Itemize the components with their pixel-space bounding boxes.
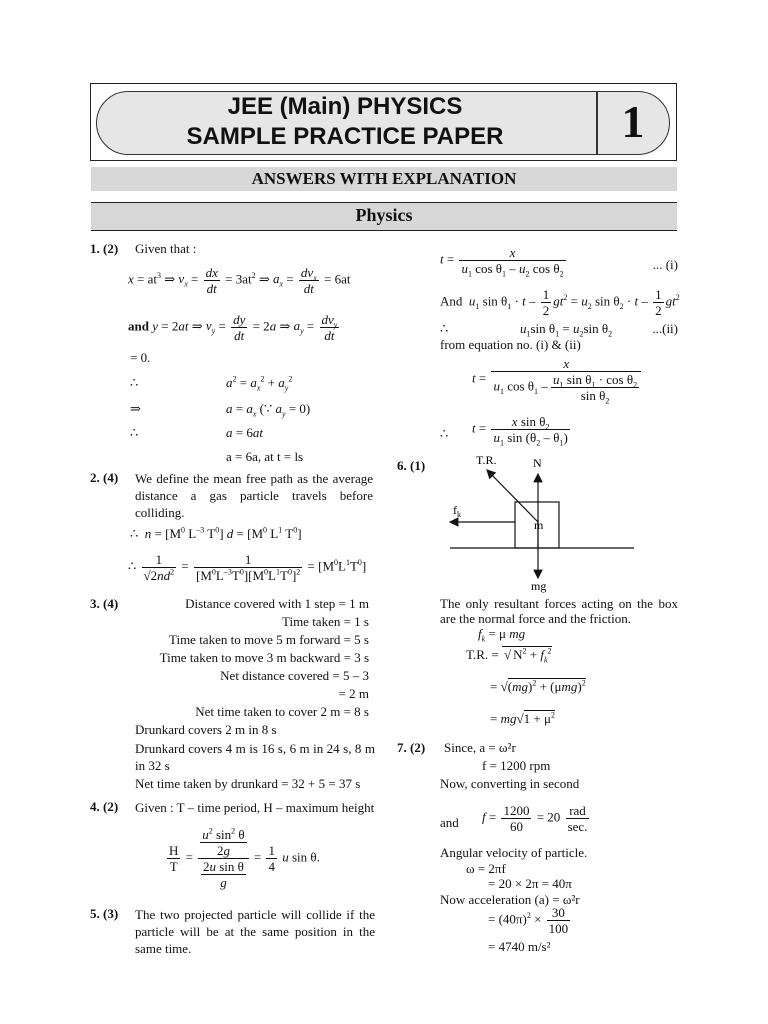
paper-number: 1	[621, 96, 645, 147]
subject-heading: Physics	[355, 205, 413, 225]
q3-line: Time taken to move 3 m backward = 3 s	[159, 650, 369, 665]
q7-accel: Now acceleration (a) = ω²r	[440, 892, 580, 907]
q3-line: = 2 m	[338, 686, 369, 701]
q2-number: 2. (4)	[90, 470, 119, 485]
q1-implies: ⇒	[130, 401, 141, 416]
q6-eq-3: = $mg√1 + \mu^2$	[490, 710, 555, 726]
q1-therefore-2: ∴	[130, 425, 139, 440]
q5-text: The two projected particle will collide if the particle will be at the same position in the same time.	[135, 907, 375, 956]
q1-eq-a: $a = a_x$ (∵ $a_y = 0$)	[226, 401, 311, 419]
label-fk: $f_k$	[453, 503, 461, 519]
q1-eq-a2: $a^2 = a_x^2 + a_y^2$	[226, 374, 293, 393]
q7-converting: Now, converting in second	[440, 776, 580, 791]
q2-eq-fraction: ∴ $\frac{1}{√2nd^2}$ = $\frac{1}{[M^0L^{-3}T^0][M^0L^1T^0]^2}$ = $[M^0L^1T^0]$	[128, 552, 367, 583]
label-m: m	[534, 518, 544, 532]
q7-result: = 4740 m/s²	[488, 939, 551, 954]
q7-omega-1: ω = 2πf	[466, 861, 506, 876]
paper-title	[100, 92, 590, 152]
q3-line: Net time taken to cover 2 m = 8 s	[195, 704, 369, 719]
eq-ii: $u_1\sin$ $\theta_1 = u_2\sin$ $\theta_2$	[520, 321, 613, 339]
q3-line: Net distance covered = 5 – 3	[220, 668, 369, 683]
resultant-arrow	[487, 470, 538, 522]
q2-text: We define the mean free path as the average distance a gas particle travels before colliding.	[135, 471, 373, 520]
title-line-1: JEE (Main) PHYSICS	[227, 93, 463, 120]
q1-zero: = 0.	[130, 350, 151, 365]
eq-therefore-2: ∴	[440, 426, 449, 441]
force-diagram	[440, 450, 650, 595]
label-mg: mg	[531, 579, 547, 593]
q3-text-1: Drunkard covers 2 m in 8 s	[135, 722, 277, 737]
eq-t-1: t = $\frac{x}{u_1 \cos \theta_1 - u_2 \cos \theta_2}$	[440, 245, 564, 279]
and-label: And	[440, 293, 463, 309]
q6-number: 6. (1)	[397, 458, 426, 473]
q1-therefore-1: ∴	[130, 375, 139, 390]
q6-text: The only resultant forces acting on the box are the normal force and the friction.	[440, 596, 678, 626]
title-line-2: SAMPLE PRACTICE PAPER	[186, 123, 504, 150]
q3-line: Time taken = 1 s	[281, 614, 369, 629]
q7-angular: Angular velocity of particle.	[440, 845, 588, 860]
eq-t-2: t = x $u_1$ $\cos \theta_1$ – $\frac{u_1 \sin \theta_1 \cdot \cos \theta_2}{\sin \theta_2}$	[472, 356, 643, 403]
q3-line: Distance covered with 1 step = 1 m	[185, 596, 369, 611]
q7-eq-f: f = $\frac{1200}{60}$ = 20 rad sec.	[482, 803, 588, 834]
q6-eq-fk: $f_k = \mu$ mg	[478, 626, 526, 644]
q4-number: 4. (2)	[90, 799, 119, 814]
q1-intro: Given that :	[135, 241, 197, 256]
q5-number: 5. (3)	[90, 906, 119, 921]
q7-omega-2: = 20 × 2π = 40π	[488, 876, 572, 891]
q1-eq-y: and y = 2at ⇒ $v_y$ = $\frac{dy}{dt}$ = 2a ⇒ $a_y$ = $dv_y$ dt	[128, 312, 338, 343]
q2-eq-dims: ∴ $n = [M^0$ $L^{-3}$ $T^0$] $d = [M^0$ $L^1$ $T^0$]	[130, 525, 302, 541]
q3-text-3: Net time taken by drunkard = 32 + 5 = 37 s	[135, 776, 361, 791]
q1-result: a = 6a, at t = ls	[226, 449, 304, 464]
eq-t-3: t = $\frac{x \sin \theta_2}{u_1 \sin (\theta_2 - \theta_1)}$	[472, 414, 568, 448]
eq-tag-i: ... (i)	[652, 257, 678, 272]
q7-since: Since, a = ω²r	[444, 740, 516, 755]
q4-eq: $\frac{H}{T}$ = $\frac{\frac{u^2 \sin^2 \theta}{2g}}{\frac{\text{2u sin θ}}{g}}$ = $\frac{1}{4}$ u sin θ.	[169, 826, 320, 890]
q4-text: Given : T – time period, H – maximum height	[135, 800, 375, 815]
q7-number: 7. (2)	[397, 740, 426, 755]
label-n: N	[533, 456, 542, 470]
q1-and: and	[128, 318, 149, 334]
q7-and: and	[440, 815, 459, 830]
label-tr: T.R.	[476, 453, 497, 467]
q3-number: 3. (4)	[90, 596, 119, 611]
q7-f: f = 1200 rpm	[482, 758, 551, 773]
q3-line: Time taken to move 5 m forward = 5 s	[168, 632, 369, 647]
section-banner: ANSWERS WITH EXPLANATION	[251, 169, 517, 188]
q6-eq-2: = $√(mg)^2 + (\mu mg)^2$	[490, 678, 586, 694]
eq-therefore: ∴	[440, 321, 449, 336]
eq-and-line: And $u_1$ $\sin \theta_1 \cdot t$ – $\frac{1}{2}$ $gt^2 = u_2$ $\sin \theta_2 \cdot t$ – $\frac{1}{2}$ $gt^2$	[440, 287, 680, 318]
q7-eq-calc: = $(40\pi)^2$ × $\frac{30}{100}$	[488, 905, 569, 936]
q1-eq-6at: a = 6at	[226, 425, 263, 440]
q6-eq-tr: T.R. = √ $N^2 + f_k^2$	[466, 646, 552, 665]
q3-text-2: Drunkard covers 4 m is 16 s, 6 m in 24 s, 8 m in 32 s	[135, 741, 375, 773]
from-equation: from equation no. (i) & (ii)	[440, 337, 581, 352]
q1-number: 1. (2)	[90, 241, 119, 256]
eq-tag-ii: ...(ii)	[652, 321, 678, 336]
q1-eq-x: $x = at^3$ ⇒ $v_x$ = $\frac{dx}{dt}$ = $3at^2$ ⇒ $a_x$ = $dv_x$ dt = 6at	[128, 265, 351, 296]
